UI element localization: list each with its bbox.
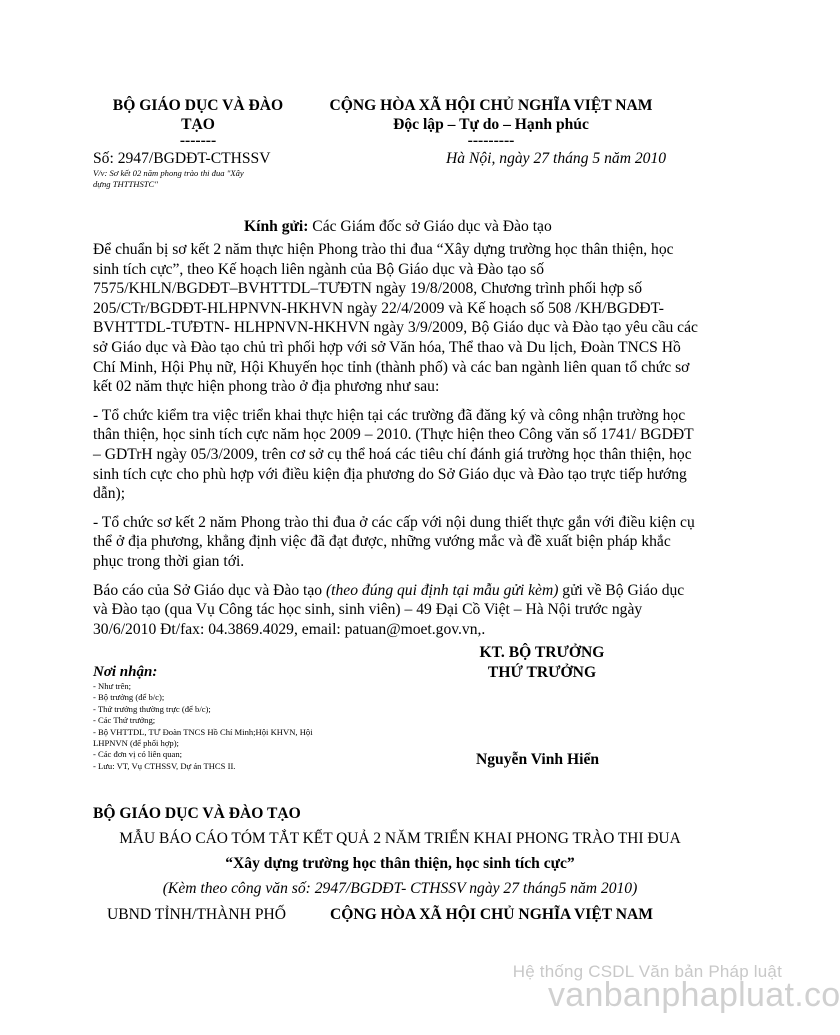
body-line: Để chuẩn bị sơ kết 2 năm thực hiện Phong trào thi đua “Xây dựng trường học thân thiện, học bbox=[93, 241, 674, 258]
signature-title: KT. BỘ TRƯỞNG bbox=[479, 644, 605, 661]
body-line: Chí Minh, Hội Phụ nữ, Hội Khuyến học tỉnh (thành phố) và các ban ngành liên quan tổ chức sơ bbox=[93, 358, 690, 376]
recipient-item: - Các đơn vị có liên quan; bbox=[93, 749, 183, 760]
appendix-nation: CỘNG HÒA XÃ HỘI CHỦ NGHĨA VIỆT NAM bbox=[330, 906, 654, 923]
recipient-item: LHPNVN (để phối hợp); bbox=[93, 738, 179, 749]
body-line: - Tổ chức sơ kết 2 năm Phong trào thi đua ở các cấp với nội dung thiết thực gắn với điều kiện cụ bbox=[93, 513, 695, 531]
salutation-label: Kính gửi: bbox=[244, 218, 309, 235]
issuing-org-line1: BỘ GIÁO DỤC VÀ ĐÀO bbox=[112, 97, 284, 114]
body-line: dẫn); bbox=[93, 485, 126, 503]
national-rule: --------- bbox=[467, 132, 515, 149]
recipient-item: - Thứ trưởng thường trực (để b/c); bbox=[93, 703, 211, 714]
salutation-text: Các Giám đốc sở Giáo dục và Đào tạo bbox=[308, 218, 552, 235]
national-title: CỘNG HÒA XÃ HỘI CHỦ NGHĨA VIỆT NAM bbox=[329, 97, 653, 114]
report-text: gửi về Bộ Giáo dục bbox=[558, 581, 685, 599]
paragraph-report bbox=[93, 581, 733, 640]
body-line: và Đào tạo (qua Vụ Công tác học sinh, sinh viên) – 49 Đại Cồ Việt – Hà Nội trước ngày bbox=[93, 601, 643, 619]
body-content bbox=[93, 240, 733, 639]
appendix-movement: “Xây dựng trường học thân thiện, học sinh tích cực” bbox=[225, 855, 575, 872]
appendix-org: BỘ GIÁO DỤC VÀ ĐÀO TẠO bbox=[93, 805, 301, 822]
recipient-item: - Bộ VHTTDL, TƯ Đoàn TNCS Hồ Chí Minh;Hội KHVN, Hội bbox=[93, 726, 313, 737]
body-line: 30/6/2010 Đt/fax: 04.3869.4029, email: patuan@moet.gov.vn,. bbox=[93, 620, 486, 638]
recipient-item: - Như trên; bbox=[93, 681, 132, 691]
national-motto: Độc lập – Tự do – Hạnh phúc bbox=[393, 116, 589, 133]
signer-name: Nguyễn Vinh Hiển bbox=[476, 751, 600, 768]
appendix-province: UBND TỈNH/THÀNH PHỐ bbox=[107, 906, 287, 923]
appendix-attached-note: (Kèm theo công văn số: 2947/BGDĐT- CTHSSV ngày 27 tháng5 năm 2010) bbox=[162, 880, 638, 897]
body-line: kết 02 năm thực hiện phong trào ở địa phương như sau: bbox=[93, 378, 440, 396]
report-italic-note: (theo đúng qui định tại mẫu gửi kèm) bbox=[325, 581, 559, 599]
issuing-org-line2: TẠO bbox=[181, 116, 215, 133]
signature-subtitle: THỨ TRƯỞNG bbox=[487, 663, 597, 681]
body-line: 205/CTr/BGDĐT-HLHPNVN-HKHVN ngày 22/4/2009 và Kế hoạch số 508 /KH/BGDĐT- bbox=[93, 299, 664, 317]
recipients-block bbox=[93, 664, 313, 772]
body-line: thân thiện, học sinh tích cực năm học 2009 – 2010. (Thực hiện theo Công văn số 1741/ BGDĐT bbox=[93, 426, 694, 444]
paragraph-inspection bbox=[93, 406, 733, 504]
paragraph-review bbox=[93, 513, 733, 572]
signature-block bbox=[444, 643, 640, 682]
body-line: thể ở địa phương, khẳng định việc đã đạt được, những vướng mắc và đề xuất biện pháp khắc bbox=[93, 533, 671, 551]
body-line: sinh tích cực”, theo Kế hoạch liên ngành của Bộ Giáo dục và Đào tạo số bbox=[93, 260, 545, 278]
document-subject-line1: V/v: Sơ kết 02 năm phong trào thi đua "Xây bbox=[93, 168, 244, 178]
body-line: sinh tích cực cho phù hợp với điều kiện địa phương do Sở Giáo dục và Đào tạo trực tiếp hướng bbox=[93, 465, 687, 483]
watermark-line1: Hệ thống CSDL Văn bản Pháp luật bbox=[512, 962, 782, 981]
issuing-org-rule: ------- bbox=[179, 132, 217, 149]
paragraph-intro bbox=[93, 240, 733, 397]
recipients-title: Nơi nhận: bbox=[93, 664, 158, 680]
body-line: – GDTrH ngày 05/3/2009, trên cơ sở cụ thể hoá các tiêu chí đánh giá trường học thân thiện, học bbox=[93, 445, 692, 463]
salutation bbox=[244, 218, 552, 236]
issuing-org bbox=[100, 96, 296, 148]
report-text: Báo cáo của Sở Giáo dục và Đào tạo bbox=[93, 581, 326, 599]
appendix-form-title: MẪU BÁO CÁO TÓM TẮT KẾT QUẢ 2 NĂM TRIỂN KHAI PHONG TRÀO THI ĐUA bbox=[119, 830, 681, 847]
body-line: sở Giáo dục và Đào tạo chủ trì phối hợp với sở Văn hóa, Thể thao và Du lịch, Đoàn TNCS Hồ bbox=[93, 338, 681, 356]
document-subject-line2: dựng THTTHSTC" bbox=[93, 179, 158, 190]
recipients-list bbox=[93, 681, 313, 772]
body-line: 7575/KHLN/BGDĐT–BVHTTDL–TƯĐTN ngày 19/8/2008, Chương trình phối hợp số bbox=[93, 280, 643, 298]
body-line: BVHTTDL-TƯĐTN- HLHPNVN-HKHVN ngày 3/9/2009, Bộ Giáo dục và Đào tạo yêu cầu các bbox=[93, 319, 698, 337]
document-subject bbox=[93, 168, 244, 191]
recipient-item: - Các Thứ trưởng; bbox=[93, 715, 156, 726]
watermark-line2: vanbanphapluat.co bbox=[548, 976, 840, 1014]
place-date: Hà Nội, ngày 27 tháng 5 năm 2010 bbox=[446, 150, 667, 167]
body-line: - Tổ chức kiểm tra việc triển khai thực hiện tại các trường đã đăng ký và công nhận trường học bbox=[93, 406, 686, 424]
body-line bbox=[93, 581, 733, 601]
document-number: Số: 2947/BGDĐT-CTHSSV bbox=[93, 150, 271, 167]
recipient-item: - Lưu: VT, Vụ CTHSSV, Dự án THCS II. bbox=[93, 760, 236, 771]
recipient-item: - Bộ trưởng (để b/c); bbox=[93, 692, 165, 703]
body-line: phục trong thời gian tới. bbox=[93, 552, 245, 570]
national-header bbox=[316, 96, 666, 148]
